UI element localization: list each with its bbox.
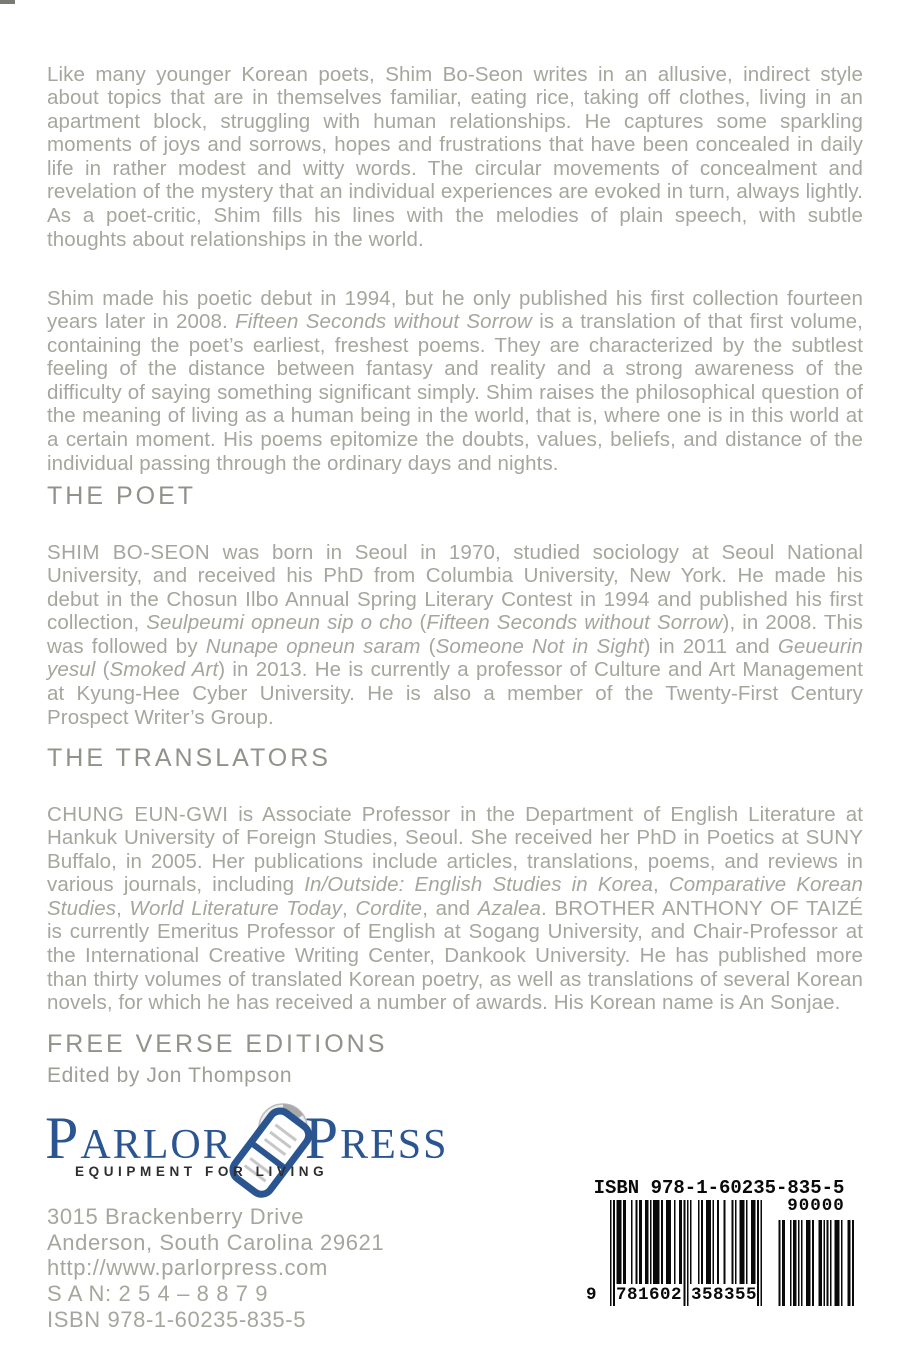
text-segment: Someone Not in Sight — [435, 634, 644, 658]
publisher-logo-row — [45, 1098, 465, 1203]
translators-bio-paragraph — [47, 803, 863, 1015]
text-segment: is a translation of that first volume, containing the poet’s earliest, freshest poems. They are characterized by the subtlest feeling of the distance between fantasy and reality and a strong awareness of the difficulty of saying something significant simply. Shim raises the philosophical question of the meaning of living as a human being in the world, that is, where one is in this world at a certain moment. His poems epitomize the doubts, values, beliefs, and distance of the individual passing through the ordinary days and nights. — [47, 310, 863, 475]
text-segment: SHIM BO-SEON — [47, 540, 211, 564]
text-segment: ), in 2008. This was followed by — [47, 611, 863, 658]
text-segment: World Literature Today — [129, 896, 342, 920]
blurb-paragraph-2 — [47, 287, 863, 476]
section-heading-free-verse-editions: FREE VERSE EDITIONS — [47, 1030, 388, 1058]
text-segment: In/Outside: English Studies in Korea — [304, 873, 654, 897]
publisher-tagline: EQUIPMENT FOR LIVING — [75, 1164, 329, 1179]
scan-artifact — [0, 0, 15, 4]
text-segment: ) in 2011 and — [643, 634, 778, 658]
text-segment: , — [116, 896, 130, 920]
ean5-addon-barcode — [777, 1220, 854, 1311]
text-segment: Shim made his poetic debut in 1994, but he only published his first collection fourteen years later in 2008. — [47, 286, 863, 334]
text-segment: Fifteen Seconds without Sorrow — [235, 310, 532, 334]
publisher-name-parlor: Parlor — [45, 1105, 233, 1171]
section-heading-the-poet: THE POET — [47, 482, 197, 510]
text-segment: Smoked Art — [109, 658, 219, 682]
publisher-address-block — [47, 1204, 384, 1333]
text-segment: Seulpeumi opneun sip o cho — [146, 611, 413, 635]
barcode-addon-label: 90000 — [787, 1196, 845, 1216]
text-segment: . BROTHER ANTHONY OF TAIZÉ is currently Emeritus Professor of English at Sogang University, and Chair-Professor at the International Creative Writing Center, Dankook University. He has published more than thirty volumes of translated Korean poetry, as well as translations of several Korean novels, for which he has received a number of awards. His Korean name is An Sonjae. — [47, 896, 864, 1015]
section-heading-the-translators: THE TRANSLATORS — [47, 744, 331, 772]
text-segment: , — [653, 873, 669, 897]
text-segment: Fifteen Seconds without Sorrow — [426, 611, 723, 635]
text-segment: Nunape opneun saram — [205, 634, 421, 658]
text-segment: ) in 2013. He is currently a professor of Culture and Art Management at Kyung-Hee Cyber University. He is also a member of the Twenty-First Century Prospect Writer’s Group. — [47, 658, 863, 729]
text-segment: ( — [412, 611, 427, 635]
scroll-and-cd-logo-icon — [219, 1098, 319, 1203]
text-segment: CHUNG EUN-GWI — [47, 802, 229, 826]
text-segment: Geueurin yesul — [47, 634, 863, 682]
text-segment: , — [341, 896, 356, 920]
text-segment: Comparative Korean Studies — [47, 873, 863, 920]
text-segment: ( — [420, 634, 436, 658]
publisher-logo — [45, 1098, 465, 1203]
text-segment: Cordite — [355, 896, 423, 920]
barcode-digit-lead: 9 — [586, 1285, 597, 1305]
isbn-barcode-block — [578, 1172, 884, 1340]
barcode-digits-left: 781602 — [616, 1285, 683, 1305]
text-segment: Azalea — [477, 896, 542, 920]
publisher-name-press: Press — [304, 1105, 449, 1171]
text-segment: , and — [422, 896, 478, 920]
text-segment: ( — [95, 658, 110, 682]
barcode-digits-right: 358355 — [691, 1285, 758, 1305]
text-segment: is Associate Professor in the Department of English Literature at Hankuk University of Foreign Studies, Seoul. She received her PhD in Poetics at SUNY Buffalo, in 2005. Her publications include articles, translations, poems, and reviews in various journals, including — [47, 802, 863, 897]
publisher-san: S A N: 2 5 4 – 8 8 7 9 — [47, 1281, 269, 1307]
publisher-website: http://www.parlorpress.com — [47, 1255, 328, 1281]
publisher-isbn: ISBN 978-1-60235-835-5 — [47, 1306, 307, 1332]
poet-bio-paragraph — [47, 541, 863, 730]
address-line-1: 3015 Brackenberry Drive — [47, 1204, 305, 1229]
address-line-2: Anderson, South Carolina 29621 — [47, 1229, 385, 1255]
blurb-paragraph-1 — [47, 63, 863, 252]
text-segment: Like many younger Korean poets, Shim Bo-Seon writes in an allusive, indirect style about topics that are in themselves familiar, eating rice, taking off clothes, living in an apartment block, struggling with human relationships. He captures some sparkling moments of joys and sorrows, hopes and frustrations that have been concealed in daily life in rather modest and witty words. The circular movements of concealment and revelation of the mystery that an individual experiences are evoked in turn, always lightly. As a poet-critic, Shim fills his lines with the melodies of plain speech, with subtle thoughts about relationships in the world. — [47, 62, 863, 251]
barcode-isbn-label: ISBN 978-1-60235-835-5 — [593, 1177, 845, 1199]
text-segment: was born in Seoul in 1970, studied sociology at Seoul National University, and received his PhD from Columbia University, New York. He made his debut in the Chosun Ilbo Annual Spring Literary Contest in 1994 and published his first collection, — [47, 540, 864, 635]
series-editor-credit: Edited by Jon Thompson — [47, 1064, 293, 1087]
